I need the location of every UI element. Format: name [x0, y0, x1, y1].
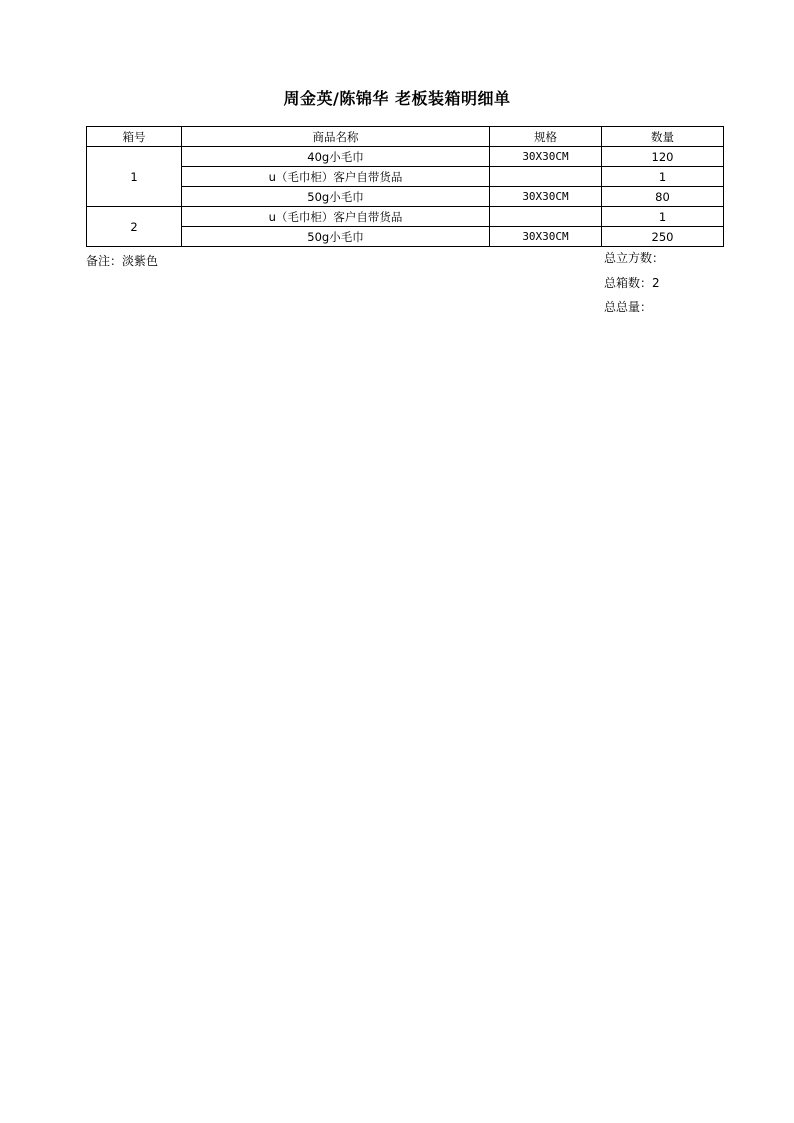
- product-name-cell: u（毛巾柜）客户自带货品: [182, 167, 490, 187]
- box-number-cell: 1: [87, 147, 182, 207]
- quantity-cell: 1: [602, 207, 724, 227]
- quantity-cell: 120: [602, 147, 724, 167]
- product-name-cell: 40g小毛巾: [182, 147, 490, 167]
- spec-cell: [490, 167, 602, 187]
- header-product-name: 商品名称: [182, 127, 490, 147]
- page-title: 周金英/陈锦华 老板装箱明细单: [283, 89, 511, 108]
- table-row: [87, 187, 724, 207]
- product-name-cell: u（毛巾柜）客户自带货品: [182, 207, 490, 227]
- table-row: [87, 167, 724, 187]
- table-row: [87, 147, 724, 167]
- box-number-cell: 2: [87, 207, 182, 247]
- total-volume-label: 总立方数：: [604, 251, 665, 265]
- header-box-no: 箱号: [87, 127, 182, 147]
- packing-list-table: [86, 126, 724, 247]
- spec-cell: 30X30CM: [490, 187, 602, 207]
- quantity-cell: 80: [602, 187, 724, 207]
- product-name-cell: 50g小毛巾: [182, 187, 490, 207]
- quantity-cell: 250: [602, 227, 724, 247]
- table-header-row: [87, 127, 724, 147]
- spec-cell: 30X30CM: [490, 227, 602, 247]
- spec-cell: 30X30CM: [490, 147, 602, 167]
- header-spec: 规格: [490, 127, 602, 147]
- total-weight-label: 总总量：: [604, 300, 653, 314]
- spec-cell: [490, 207, 602, 227]
- total-boxes-label: 总箱数：2: [604, 276, 660, 290]
- table-row: [87, 227, 724, 247]
- table-row: [87, 207, 724, 227]
- remarks-note: 备注：淡紫色: [86, 254, 159, 268]
- quantity-cell: 1: [602, 167, 724, 187]
- header-quantity: 数量: [602, 127, 724, 147]
- product-name-cell: 50g小毛巾: [182, 227, 490, 247]
